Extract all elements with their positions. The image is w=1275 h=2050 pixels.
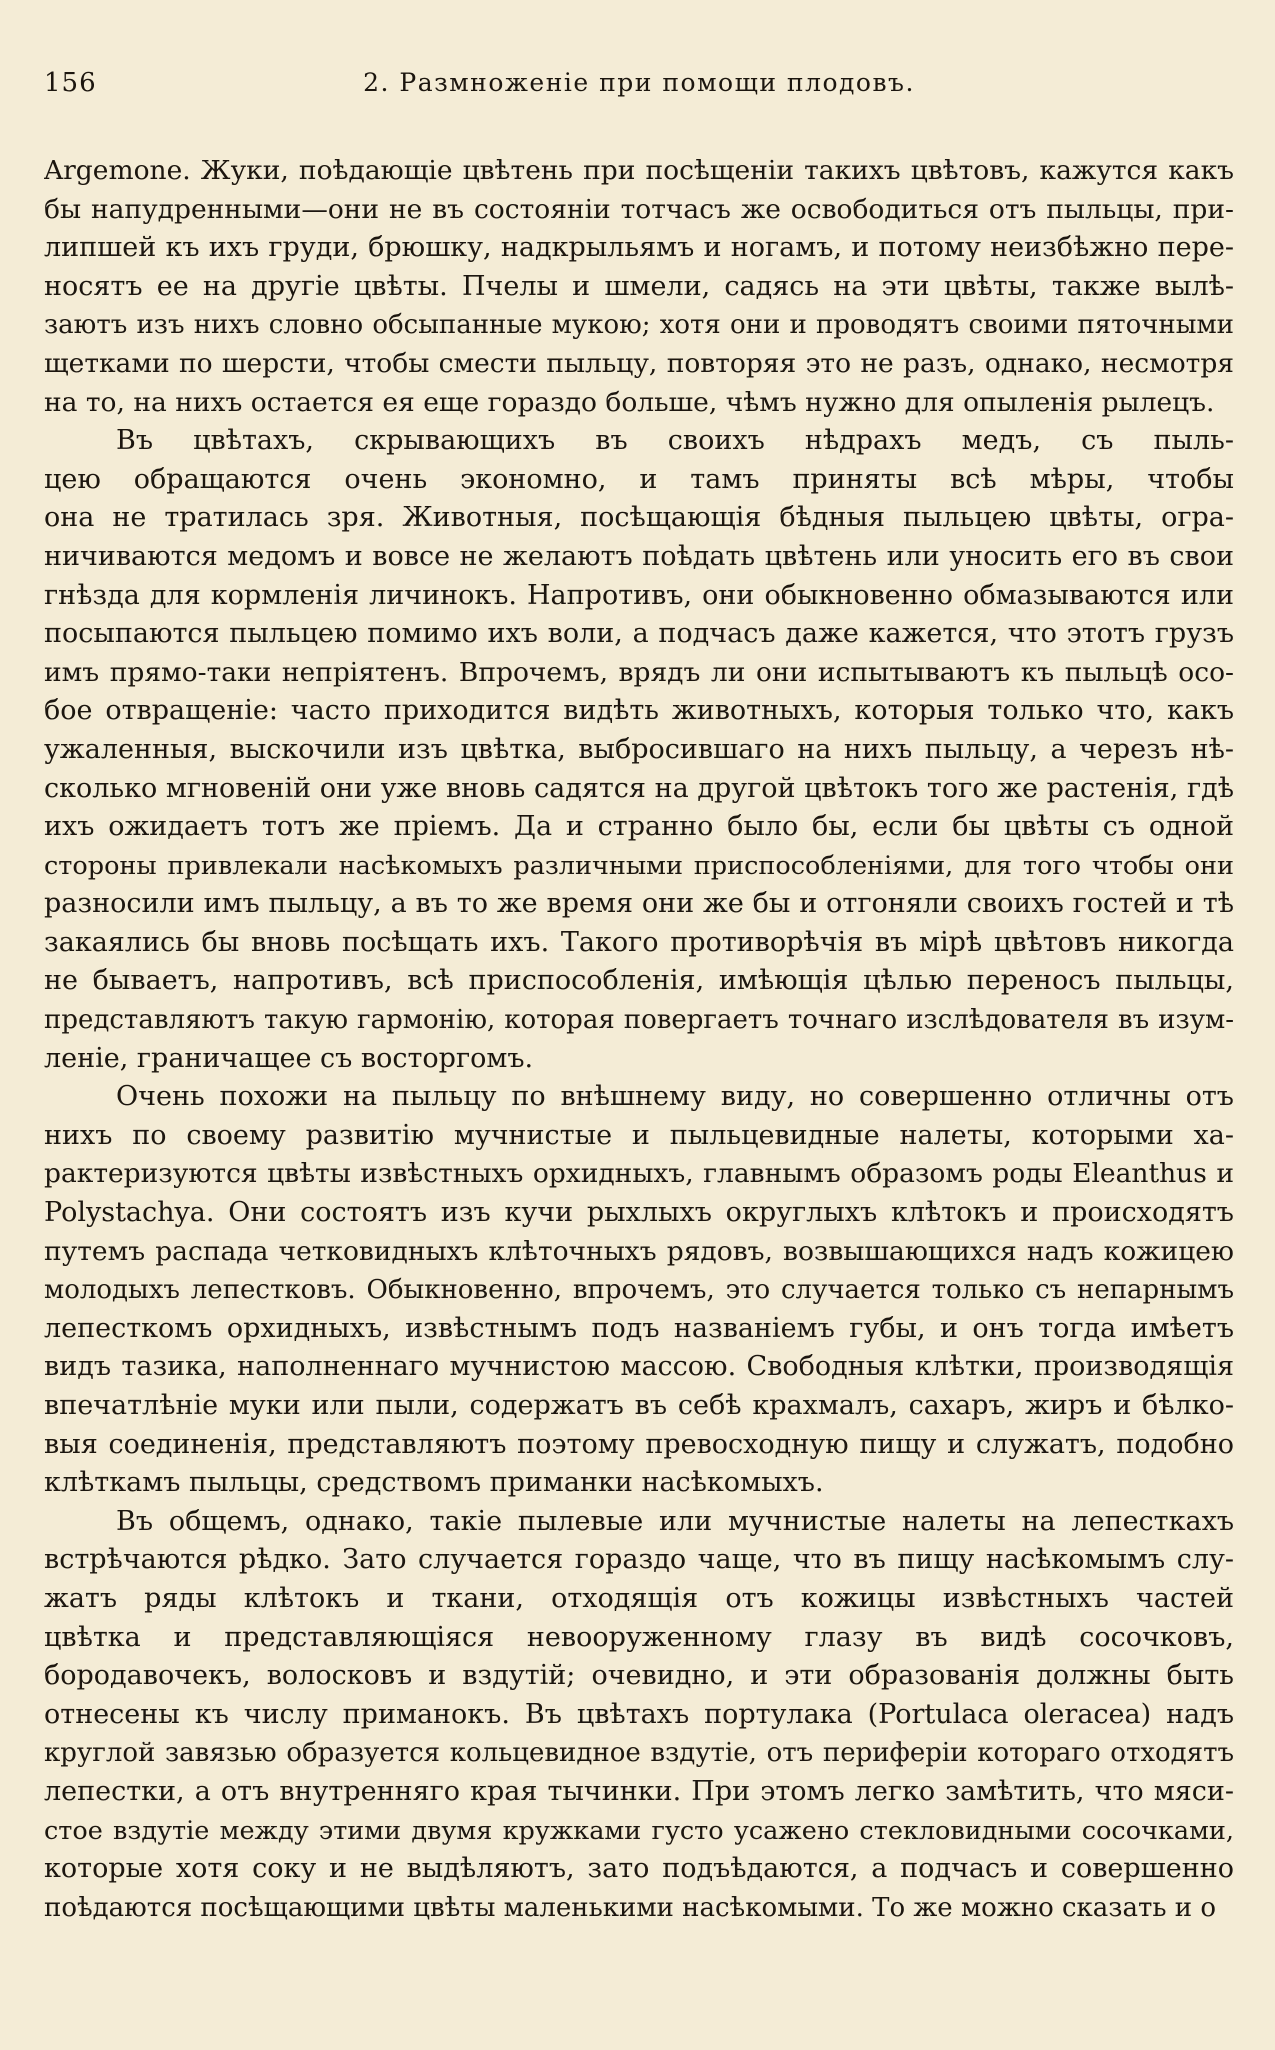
text-line: Polystachya. Они состоятъ изъ кучи рыхлыхъ округлыхъ клѣтокъ и происходятъ	[44, 1197, 1234, 1229]
text-line: поѣдаются посѣщающими цвѣты маленькими насѣкомыми. То же можно сказать и о	[44, 1892, 1217, 1923]
text-line: Argemone. Жуки, поѣдающіе цвѣтень при посѣщеніи такихъ цвѣтовъ, кажутся какъ	[44, 155, 1234, 186]
text-line: нихъ по своему развитію мучнистые и пыльцевидные налеты, которыми ха-	[44, 1119, 1234, 1151]
text-line: сколько мгновеній они уже вновь садятся на другой цвѣтокъ того же растенія, гдѣ	[44, 772, 1234, 804]
text-line: ихъ ожидаетъ тотъ же пріемъ. Да и странно было бы, если бы цвѣты съ одной	[44, 811, 1234, 843]
text-line: отнесены къ числу приманокъ. Въ цвѣтахъ портулака (Portulaca oleracea) надъ	[44, 1698, 1234, 1730]
text-line: выя соединенія, представляютъ поэтому превосходную пищу и служатъ, подобно	[44, 1428, 1234, 1460]
text-line: представляютъ такую гармонію, которая повергаетъ точнаго изслѣдователя въ изум-	[44, 1005, 1234, 1036]
text-line: путемъ распада четковидныхъ клѣточныхъ рядовъ, возвышающихся надъ кожицею	[44, 1235, 1234, 1267]
text-line: Въ цвѣтахъ, скрывающихъ въ своихъ нѣдрахъ медъ, съ пыль-	[116, 425, 1234, 457]
text-line: цею обращаются очень экономно, и тамъ приняты всѣ мѣры, чтобы	[44, 463, 1234, 495]
text-line: рактеризуются цвѣты извѣстныхъ орхидныхъ, главнымъ образомъ роды Eleanthus и	[44, 1158, 1234, 1190]
text-line: жатъ ряды клѣтокъ и ткани, отходящія отъ кожицы извѣстныхъ частей	[44, 1582, 1234, 1614]
text-line: бородавочекъ, волосковъ и вздутій; очевидно, и эти образованія должны быть	[44, 1660, 1234, 1692]
text-line: цвѣтка и представляющіяся невооруженному глазу въ видѣ сосочковъ,	[44, 1621, 1234, 1653]
text-line: Очень похожи на пыльцу по внѣшнему виду, но совершенно отличны отъ	[116, 1081, 1234, 1113]
text-line: круглой завязью образуется кольцевидное вздутіе, отъ периферіи котораго отходятъ	[44, 1738, 1234, 1769]
paragraph	[44, 422, 1234, 1078]
text-line: бы напудренными—они не въ состояніи тотчасъ же освободиться отъ пыльцы, при-	[44, 193, 1234, 225]
text-line: имъ прямо-таки непріятенъ. Впрочемъ, врядъ ли они испытываютъ къ пыльцѣ осо-	[44, 656, 1234, 688]
text-line: щетками по шерсти, чтобы смести пыльцу, повторяя это не разъ, однако, несмотря	[44, 347, 1234, 379]
text-line: носятъ ее на другіе цвѣты. Пчелы и шмели, садясь на эти цвѣты, также вылѣ-	[44, 270, 1234, 302]
text-line: молодыхъ лепестковъ. Обыкновенно, впрочемъ, это случается только съ непарнымъ	[44, 1275, 1234, 1306]
text-line: посыпаются пыльцею помимо ихъ воли, а подчасъ даже кажется, что этотъ грузъ	[44, 618, 1234, 650]
paragraph	[44, 152, 1234, 422]
text-line: стороны привлекали насѣкомыхъ различными приспособленіями, для того чтобы они	[44, 850, 1234, 881]
text-line: Въ общемъ, однако, такіе пылевые или мучнистые налеты на лепесткахъ	[116, 1505, 1234, 1537]
page-header	[44, 68, 1234, 108]
text-line: ничиваются медомъ и вовсе не желаютъ поѣдать цвѣтень или уносить его въ свои	[44, 540, 1234, 572]
text-line: липшей къ ихъ груди, брюшку, надкрыльямъ и ногамъ, и потому неизбѣжно пере-	[44, 232, 1234, 264]
page-number: 156	[44, 68, 97, 98]
text-line: на то, на нихъ остается ея еще гораздо больше, чѣмъ нужно для опыленія рылецъ.	[44, 386, 1215, 418]
text-line: видъ тазика, наполненнаго мучнистою массою. Свободныя клѣтки, производящія	[44, 1351, 1234, 1383]
text-line: она не тратилась зря. Животныя, посѣщающія бѣдныя пыльцею цвѣты, огра-	[44, 502, 1234, 534]
text-line: закаялись бы вновь посѣщать ихъ. Такого противорѣчія въ мірѣ цвѣтовъ никогда	[44, 926, 1234, 958]
text-line: не бываетъ, напротивъ, всѣ приспособленія, имѣющія цѣлью переносъ пыльцы,	[44, 965, 1234, 997]
text-line: клѣткамъ пыльцы, средствомъ приманки насѣкомыхъ.	[44, 1467, 824, 1499]
text-line: стое вздутіе между этими двумя кружками густо усажено стекловидными сосочками,	[44, 1815, 1234, 1846]
text-line: встрѣчаются рѣдко. Зато случается гораздо чаще, что въ пищу насѣкомымъ слу-	[44, 1544, 1234, 1576]
text-line: ужаленныя, выскочили изъ цвѣтка, выбросившаго на нихъ пыльцу, а черезъ нѣ-	[44, 733, 1234, 765]
text-line: разносили имъ пыльцу, а въ то же время они же бы и отгоняли своихъ гостей и тѣ	[44, 888, 1234, 920]
text-line: лепестки, а отъ внутренняго края тычинки. При этомъ легко замѣтить, что мяси-	[44, 1775, 1234, 1807]
text-line: заютъ изъ нихъ словно обсыпанные мукою; хотя они и проводятъ своими пяточными	[44, 310, 1234, 341]
text-line: впечатлѣніе муки или пыли, содержатъ въ себѣ крахмалъ, сахаръ, жиръ и бѣлко-	[44, 1390, 1234, 1421]
text-line: которые хотя соку и не выдѣляютъ, зато подъѣдаются, а подчасъ и совершенно	[44, 1853, 1234, 1885]
paragraph	[44, 1078, 1234, 1503]
running-title: 2. Размноженіе при помощи плодовъ.	[363, 68, 915, 97]
paragraph	[44, 1503, 1234, 1928]
text-line: бое отвращеніе: часто приходится видѣть животныхъ, которыя только что, какъ	[44, 695, 1234, 727]
text-line: лепесткомъ орхидныхъ, извѣстнымъ подъ названіемъ губы, и онъ тогда имѣетъ	[44, 1312, 1234, 1344]
body-text	[44, 152, 1234, 1927]
text-line: леніе, граничащее съ восторгомъ.	[44, 1042, 534, 1074]
text-line: гнѣзда для кормленія личинокъ. Напротивъ, они обыкновенно обмазываются или	[44, 579, 1234, 611]
